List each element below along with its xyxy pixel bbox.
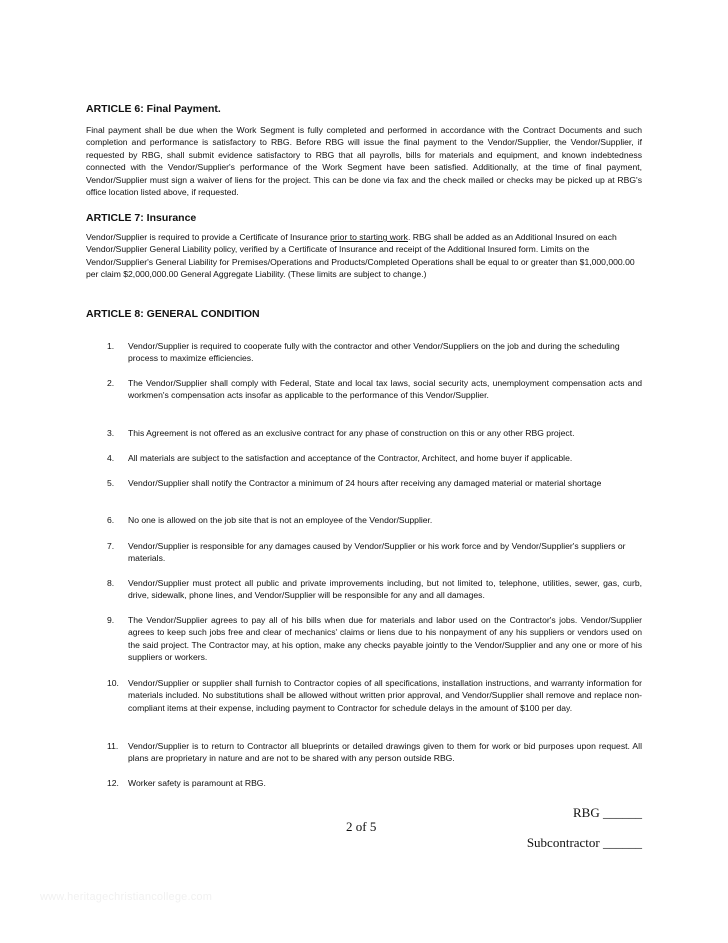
list-item-number: 4. (107, 453, 115, 463)
list-item-number: 10. (107, 678, 119, 688)
list-item-text: All materials are subject to the satisfaction and acceptance of the Contractor, Architect, and home buyer if applicable. (128, 453, 573, 463)
list-item-text: The Vendor/Supplier agrees to pay all of his bills when due for materials and labor used on the Contractor's jobs. Vendor/Supplier agrees to keep such jobs free and clear of mechanics' claims or liens due to his nonpayment of any his suppliers or vendors used on the said project. The Contractor may, at his option, make any checks payable jointly to the Vendor/Supplier and any one or more of his suppliers or workers. (128, 615, 642, 663)
list-item-number: 1. (107, 341, 115, 351)
list-item-number: 9. (107, 615, 115, 625)
watermark: www.heritagechristiancollege.com (40, 891, 213, 903)
list-item-text: No one is allowed on the job site that is not an employee of the Vendor/Supplier. (128, 515, 433, 525)
list-item-text: This Agreement is not offered as an exclusive contract for any phase of construction on this or any other RBG project. (128, 428, 575, 438)
list-item-text: Worker safety is paramount at RBG. (128, 778, 266, 788)
list-item-number: 3. (107, 428, 115, 438)
list-item-number: 5. (107, 478, 115, 488)
article-7-body-underlined: prior to starting work (330, 232, 408, 242)
article-7-body (86, 231, 642, 281)
list-item-number: 6. (107, 515, 115, 525)
list-item-text: Vendor/Supplier shall notify the Contractor a minimum of 24 hours after receiving any damaged material or material shortage (128, 478, 602, 488)
article-6-body: Final payment shall be due when the Work Segment is fully completed and performed in accordance with the Contract Documents and such completion and performance is satisfactory to RBG. Before RBG will issue the final payment to the Vendor/Supplier, the Vendor/Supplier, if requested by RBG, shall submit evidence satisfactory to RBG that all payrolls, bills for materials and equipment, and known indebtedness connected with the Vendor/Supplier's performance of the Work Segment have been satisfied. Additionally, at the time of final payment, Vendor/Supplier must sign a waiver of liens for the project. This can be done via fax and the check mailed or checks may be picked up at RBG's office location listed above, if requested. (86, 125, 642, 198)
list-item-text: The Vendor/Supplier shall comply with Federal, State and local tax laws, social security acts, unemployment compensation acts and workmen's compensation acts insofar as applicable to the performance of this Vendor/Supplier. (128, 378, 642, 401)
list-item-number: 7. (107, 541, 115, 551)
list-item-number: 12. (107, 778, 119, 788)
list-item-number: 8. (107, 578, 115, 588)
article-7-body-post: . RBG shall be added as an Additional Insured on each Vendor/Supplier General Liability policy, verified by a Certificate of Insurance and receipt of the Additional Insured form. Limits on the Vendor/Supplier's General Liability for Premises/Operations and Products/Completed Operations shall be equal to or greater than $1,000,000.00 per claim $2,000,000.00 General Aggregate Liability. (These limits are subject to change.) (86, 232, 635, 280)
rbg-initials-line: RBG ______ (573, 805, 642, 820)
list-item-text: Vendor/Supplier is to return to Contractor all blueprints or detailed drawings given to them for work or bid purposes upon request. All plans are proprietary in nature and are not to be shared with any person outside RBG. (128, 741, 642, 764)
page-number: 2 of 5 (346, 819, 377, 834)
subcontractor-initials-line: Subcontractor ______ (526, 835, 642, 850)
article-6-heading: ARTICLE 6: Final Payment. (86, 103, 221, 115)
article-7-heading: ARTICLE 7: Insurance (86, 212, 197, 224)
list-item-text: Vendor/Supplier must protect all public and private improvements including, but not limited to, telephone, utilities, sewer, gas, curb, drive, sidewalk, phone lines, and Vendor/Supplier will be responsible for any and all damages. (128, 578, 642, 601)
article-7-body-pre: Vendor/Supplier is required to provide a Certificate of Insurance (86, 232, 331, 242)
article-8-heading: ARTICLE 8: GENERAL CONDITION (86, 308, 260, 320)
list-item-text: Vendor/Supplier is responsible for any damages caused by Vendor/Supplier or his work force and by Vendor/Supplier's suppliers or materials. (128, 541, 626, 564)
list-item-number: 2. (107, 378, 115, 388)
list-item-number: 11. (107, 741, 119, 751)
list-item-text: Vendor/Supplier is required to cooperate fully with the contractor and other Vendor/Suppliers on the job and during the scheduling process to maximize efficiencies. (128, 341, 620, 364)
list-item-text: Vendor/Supplier or supplier shall furnish to Contractor copies of all specifications, installation instructions, and warranty information for materials included. No substitutions shall be allowed without written prior approval, and Vendor/Supplier shall remove and replace non-compliant items at their expense, including payment to Contractor for schedule delays in the amount of $100 per day. (128, 678, 642, 713)
